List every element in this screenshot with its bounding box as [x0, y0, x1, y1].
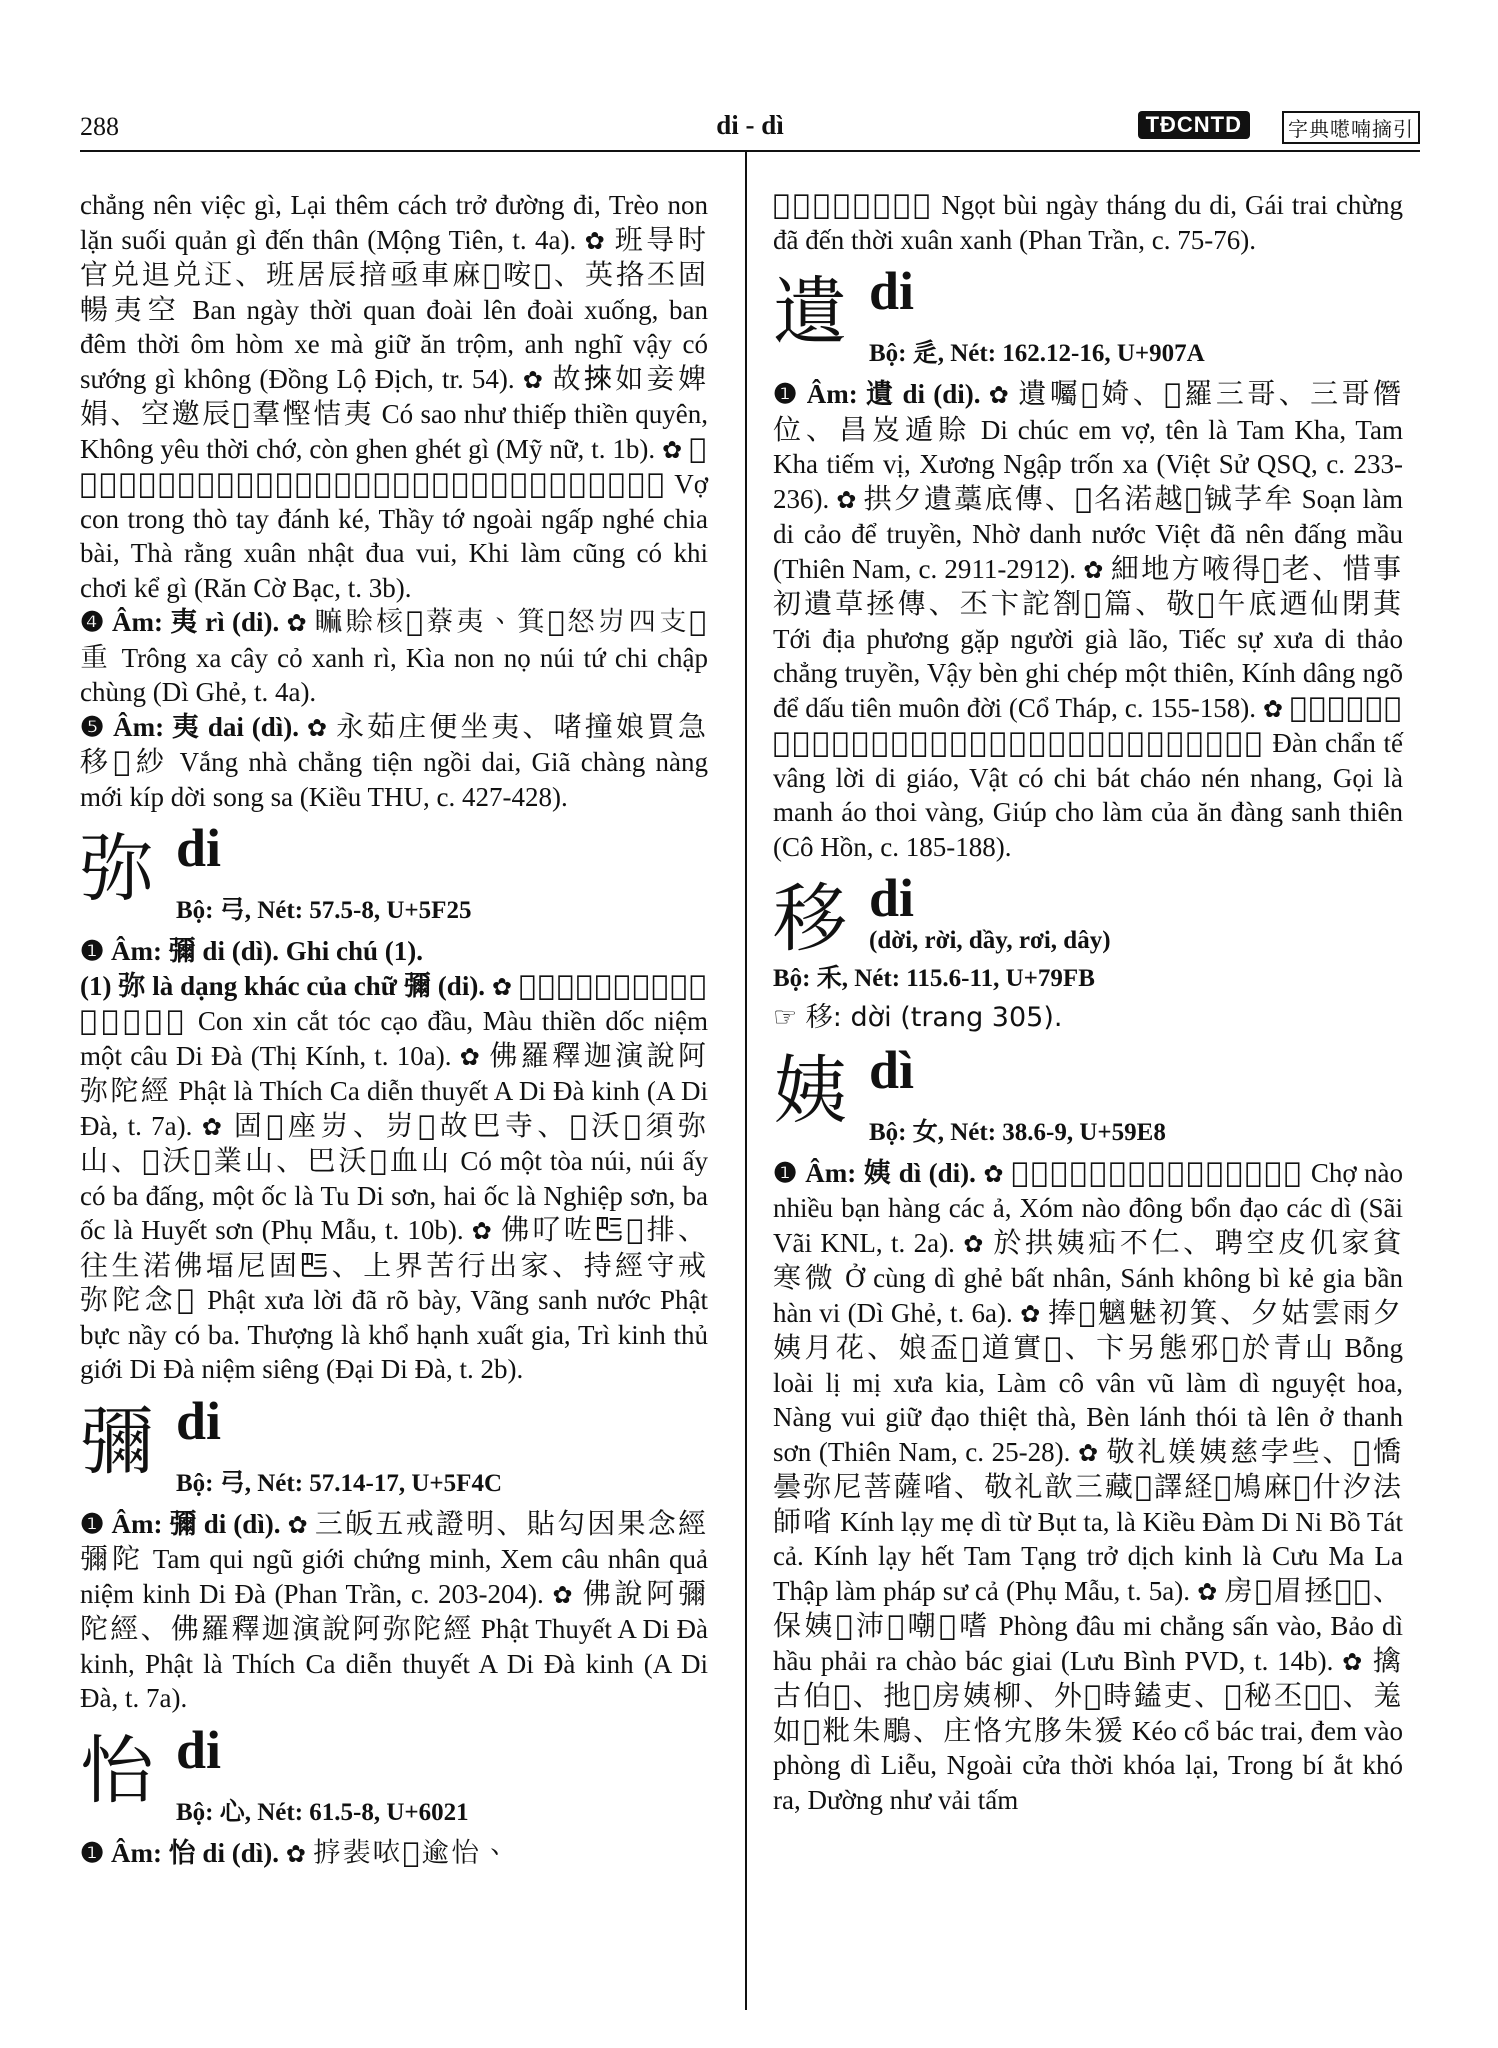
sense-4: ❹ Âm: 夷 rì (di). ✿ 𥊚賒核𡓮𦼔夷、箕𡽫怒岃四支𤾓重 Trông xa cây cỏ xanh rì, Kìa non nọ núi tứ chi chập chùng (Dì Ghẻ, t. 4a).	[80, 605, 709, 707]
flower-icon: ✿	[662, 435, 683, 464]
headword-reading: di	[176, 1390, 222, 1451]
entry-body-6021: ❶ Âm: 怡 di (dì). ✿ 𢭸裴𠲖𦝄逾怡、	[80, 1835, 512, 1869]
entry-head-5F4C	[80, 1390, 708, 1507]
entry-head-907A	[773, 261, 1403, 377]
flower-icon: ✿	[201, 1112, 225, 1141]
flower-icon: ✿	[836, 485, 857, 514]
headword-reading: di	[869, 868, 915, 928]
flower-icon: ✿	[287, 1510, 308, 1539]
header-rule	[80, 150, 1420, 152]
radical-info: Bộ: 辵, Nét: 162.12-16, U+907A	[869, 340, 1205, 367]
flower-icon: ✿	[983, 1159, 1005, 1188]
publisher-badge: TĐCNTD	[1138, 111, 1250, 139]
continuation-paragraph: 𡛔𤽗澄𠀧典時春撑 Ngọt bùi ngày tháng du di, Gái trai chừng đã đến thời xuân xanh (Phan Trần, c. 75-76).	[773, 188, 1404, 255]
entry-head-59E8	[773, 1039, 1403, 1156]
flower-icon: ✿	[471, 1217, 494, 1245]
entry-body-79FB	[773, 1000, 1403, 1036]
flower-icon: ✿	[491, 972, 513, 1001]
entry-body-5F4C: ❶ Âm: 彌 di (dì). ✿ 三皈五戒證明、貼勾因果念經彌陀 Tam qui ngũ giới chứng minh, Xem câu nhân quả niệm kinh Di Đà (Phan Trần, c. 203-204). ✿ 佛說阿彌陀經、佛羅釋迦演說阿弥陀經 Phật Thuyết A Di Đà kinh, Phật là Thích Ca diễn thuyết A Di Đà kinh (A Di Đà, t. 7a).	[80, 1506, 709, 1713]
headword-char: 弥	[80, 826, 154, 912]
radical-info: Bộ: 禾, Nét: 115.6-11, U+79FB	[773, 965, 1095, 992]
reading-variants: (dời, rời, dầy, rơi, dây)	[869, 927, 1111, 954]
radical-info: Bộ: 弓, Nét: 57.14-17, U+5F4C	[176, 1469, 503, 1497]
flower-icon: ✿	[306, 713, 329, 742]
flower-icon: ✿	[522, 365, 545, 394]
page-header	[80, 108, 1420, 148]
flower-icon: ✿	[285, 1839, 306, 1868]
flower-icon: ✿	[552, 1580, 575, 1609]
continuation-paragraph: chẳng nên việc gì, Lại thêm cách trở đường đi, Trèo non lặn suối quản gì đến thân (Mộng Tiên, t. 4a). ✿ 班㝵时官兑䢐兑𨑜、班居辰揞亟車麻𫆋咹𪮊、英挌丕固暢夷空 Ban ngày thời quan đoài lên đoài xuống, ban đêm thời ôm hòm xe mà giữ ăn trộm, anh nghĩ vậy có sướng gì không (Đồng Lộ Địch, tr. 54). ✿ 故𢯦如妾婢娟、空邀辰𠸟羣慳恄夷 Có sao như thiếp thiền quyên, Không yêu thời chớ, còn ghen ghét gì (Mỹ nữ, t. 1b). ✿ 𡛔𡥵中𢬣𢭲打計、倈𠇍外𠰳睛𢯦排、他浪春日都𢬣、欺夕拱固欺𨔈計夷 Vợ con trong thò tay đánh ké, Thầy tớ ngoài ngấp nghé chia bài, Thà rằng xuân nhật đua vui, Khi làm cũng có khi chơi kể gì (Răn Cờ Bạc, t. 3b).	[80, 190, 709, 603]
headword-reading: di	[176, 1719, 222, 1780]
flower-icon: ✿	[1083, 555, 1104, 584]
flower-icon: ✿	[1197, 1577, 1218, 1606]
sense-5: ❺ Âm: 夷 dai (dì). ✿ 永茹庄便坐夷、啫撞娘買急移𢚸紗 Vắng nhà chẳng tiện ngồi dai, Giã chàng nàng mới kíp dời song sa (Kiều THU, c. 427-428).	[80, 709, 709, 812]
radical-info: Bộ: 女, Nét: 38.6-9, U+59E8	[869, 1118, 1166, 1146]
entry-head-6021	[80, 1719, 708, 1836]
headword-char: 移	[773, 876, 847, 962]
flower-icon: ✿	[1342, 1647, 1365, 1676]
headword-reading: di	[869, 261, 915, 321]
flower-icon: ✿	[1077, 1438, 1099, 1467]
flower-icon: ✿	[1020, 1299, 1041, 1328]
running-title: di - dì	[716, 110, 784, 140]
headword-reading: dì	[869, 1039, 915, 1100]
headword-char: 姨	[773, 1047, 847, 1134]
radical-info: Bộ: 心, Nét: 61.5-8, U+6021	[176, 1798, 469, 1826]
dictionary-logo: 字典㘃喃摘引	[1282, 111, 1420, 144]
left-column	[80, 188, 708, 1871]
radical-info: Bộ: 弓, Nét: 57.5-8, U+5F25	[176, 897, 472, 924]
right-column	[773, 188, 1403, 1817]
flower-icon: ✿	[459, 1042, 482, 1071]
headword-char: 彌	[80, 1398, 154, 1485]
column-divider	[745, 150, 747, 2010]
cross-reference: ☞ 移: dời (trang 305).	[773, 1002, 1063, 1033]
flower-icon: ✿	[584, 226, 607, 255]
flower-icon: ✿	[963, 1229, 985, 1258]
entry-head-79FB	[773, 868, 1403, 1000]
flower-icon: ✿	[1262, 694, 1284, 723]
entry-body-5F25: ❶ Âm: 彌 di (dì). Ghi chú (1). (1) 弥 là dạng khác của chữ 彌 (di). ✿ 𡢐嗔割鬚𥿺頭、革禪篤念𠬠句弥陀 Con xin cắt tóc cạo đầu, Màu thiền dốc niệm một câu Di Đà (Thị Kính, t. 10a). ✿ 佛羅釋迦演說阿弥陀經 Phật là Thích Ca diễn thuyết A Di Đà kinh (A Di Đà, t. 7a). ✿ 固𡶀座岃、岃𠀧故巴寺、𡶀沃𠚢須弥山、𠰘沃𠚢業山、巴沃𠚢血山 Có một tòa núi, núi ấy có ba đấng, một ốc là Tu Di sơn, hai ốc là Nghiệp sơn, ba ốc là Huyết sơn (Phụ Mẫu, t. 10b). ✿ 佛𠮩咗𠀧𦓡排、往生渃佛堛尼固𠀧、上界苦行出家、持經守戒弥陀念𡢐 Phật xưa lời đã rõ bày, Vãng sanh nước Phật bực nầy có ba. Thượng là khổ hạnh xuất gia, Trì kinh thủ giới Di Đà niệm siêng (Đại Di Đà, t. 2b).	[80, 936, 709, 1384]
headword-char: 遺	[773, 269, 847, 355]
entry-head-5F25	[80, 818, 708, 934]
headword-char: 怡	[80, 1727, 154, 1814]
entry-body-59E8: ❶ Âm: 姨 dì (di). ✿ 𦓡市𡤓伴行各姛、坫市冬本道各姨 Chợ nào nhiều bạn hàng các ả, Xóm nào đông bổn đạo các dì (Sãi Vãi KNL, t. 2a). ✿ 於拱姨疝不仁、聘空皮仉家貧寒微 Ở cùng dì ghẻ bất nhân, Sánh không bì kẻ gia bần hàn vi (Dì Ghẻ, t. 6a). ✿ 捧𩛂魑魅初箕、夕姑雲雨夕姨月花、娘盃𡗶道實𠲤、卞另態邪𦥃於青山 Bỗng loài lị mị xưa kia, Làm cô vân vũ làm dì nguyệt hoa, Nàng vui giữ đạo thiệt thà, Bèn lánh thói tà lên ở thanh sơn (Thiên Nam, c. 25-28). ✿ 敬礼媄姨慈孛些、𠱋憍曇弥尼菩薩㗂、敬礼歆三藏𡗶譯経𠚢鳩麻𠱋什汐法師㗂 Kính lạy mẹ dì từ Bụt ta, là Kiều Đàm Di Ni Bồ Tát cả. Kính lạy hết Tam Tạng trở dịch kinh là Cưu Ma La Thập làm pháp sư cả (Phụ Mẫu, t. 5a). ✿ 房𡗶眉拯𧺀𠊛、保姨𠎪沛𠶆嘲𡗶嗜 Phòng đâu mi chẳng sấn vào, Bảo dì hầu phải ra chào bác giai (Lưu Bình PVD, t. 14b). ✿ 擒古伯𤽗、扡𨷶房姨柳、外𨷶時鎑吏、𤄯秘丕𦹵𠳨、羗如𢯦粃朱鵰、庄恪宄䏧朱猨 Kéo cổ bác trai, đem vào phòng dì Liễu, Ngoài cửa thời khóa lại, Trong bí ắt khó ra, Dường như vải tấm	[773, 1155, 1404, 1815]
page-number: 288	[80, 112, 119, 141]
flower-icon: ✿	[286, 609, 308, 637]
entry-body-907A: ❶ Âm: 遺 di (di). ✿ 遺囑𡛔婍、𣱆羅三哥、三哥僭位、昌岌遁賒 Di chúc em vợ, tên là Tam Kha, Tam Kha tiếm vị, Xương Ngập trốn xa (Việt Sử QSQ, c. 233-236). ✿ 拱夕遺藁底傳、𠸗名渃越𠀧铖芓牟 Soạn làm di cảo để truyền, Nhờ danh nước Việt đã nên đấng mầu (Thiên Nam, c. 2911-2912). ✿ 細地方㖡得𦓅老、惜事初遺草拯傳、丕卞詑劄𠬠篇、敬𨖅午底迺仙閉萁 Tới địa phương gặp người già lão, Tiếc sự xưa di thảo chẳng truyền, Vậy bèn ghi chép một thiên, Kính dâng ngõ để dấu tiên muôn đời (Cổ Tháp, c. 155-158). ✿ 𢬣賑濟𠸜咗遺教、物固之鉢粟𦹵香、噲𠱋萌𧛊梭鐄、𢹣朱夕貼咹塘生天 Đàn chẩn tế vâng lời di giáo, Vật có chi bát cháo nén nhang, Gọi là manh áo thoi vàng, Giúp cho làm của ăn đàng sanh thiên (Cô Hồn, c. 185-188).	[773, 377, 1404, 862]
headword-reading: di	[176, 818, 222, 878]
flower-icon: ✿	[988, 381, 1011, 409]
